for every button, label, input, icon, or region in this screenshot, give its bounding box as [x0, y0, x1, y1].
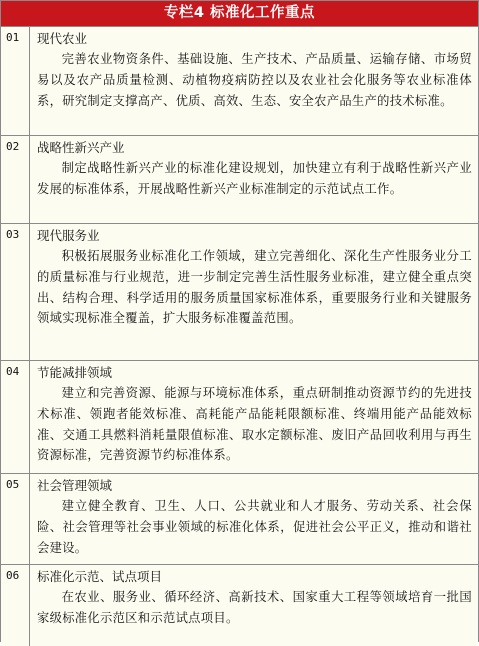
section-heading: 社会管理领域 — [37, 478, 113, 493]
section-number: 01 — [1, 27, 30, 135]
section-text: 建立和完善资源、能源与环境标准体系，重点研制推动资源节约的先进技术标准、领跑者能效标准、高耗能产品能耗限额标准、终端用能产品能效标准、交通工具燃料消耗量限值标准、取水定额标准、废旧产品回收利用与再生资源标准，完善资源节约标准体系。 — [37, 386, 472, 463]
section-text: 积极拓展服务业标准化工作领域，建立完善细化、深化生产性服务业分工的质量标准与行业规范，进一步制定完善生活性服务业标准，建立健全重点突出、结构合理、科学适用的服务质量国家标准体系，重要服务行业和关键服务领域实现标准全覆盖，扩大服务标准覆盖范围。 — [37, 249, 472, 326]
section-text: 在农业、服务业、循环经济、高新技术、国家重大工程等领域培育一批国家级标准化示范区和示范试点项目。 — [37, 590, 472, 625]
panel-title: 专栏4 标准化工作重点 — [1, 1, 478, 26]
section-heading: 现代农业 — [37, 31, 88, 46]
section-text: 完善农业物资条件、基础设施、生产技术、产品质量、运输存储、市场贸易以及农产品质量检测、动植物疫病防控以及农业社会化服务等农业标准体系，研究制定支撑高产、优质、高效、生态、安全农产品生产的技术标准。 — [37, 52, 472, 108]
section-agriculture — [1, 26, 478, 135]
section-social-management — [1, 473, 478, 564]
section-demonstration-projects — [1, 564, 478, 646]
section-energy-saving — [1, 360, 478, 473]
section-services — [1, 223, 478, 360]
section-heading: 现代服务业 — [37, 228, 100, 243]
section-heading: 战略性新兴产业 — [37, 140, 125, 155]
section-number: 02 — [1, 136, 30, 223]
section-emerging-industries — [1, 135, 478, 223]
section-number: 04 — [1, 361, 30, 473]
section-number: 03 — [1, 224, 30, 360]
section-number: 05 — [1, 474, 30, 564]
section-text: 制定战略性新兴产业的标准化建设规划，加快建立有利于战略性新兴产业发展的标准体系，开展战略性新兴产业标准制定的示范试点工作。 — [37, 161, 472, 196]
section-text: 建立健全教育、卫生、人口、公共就业和人才服务、劳动关系、社会保险、社会管理等社会事业领域的标准化体系，促进社会公平正义，推动和谐社会建设。 — [37, 499, 472, 555]
section-heading: 标准化示范、试点项目 — [37, 569, 163, 584]
section-heading: 节能减排领域 — [37, 365, 113, 380]
section-number: 06 — [1, 565, 30, 646]
